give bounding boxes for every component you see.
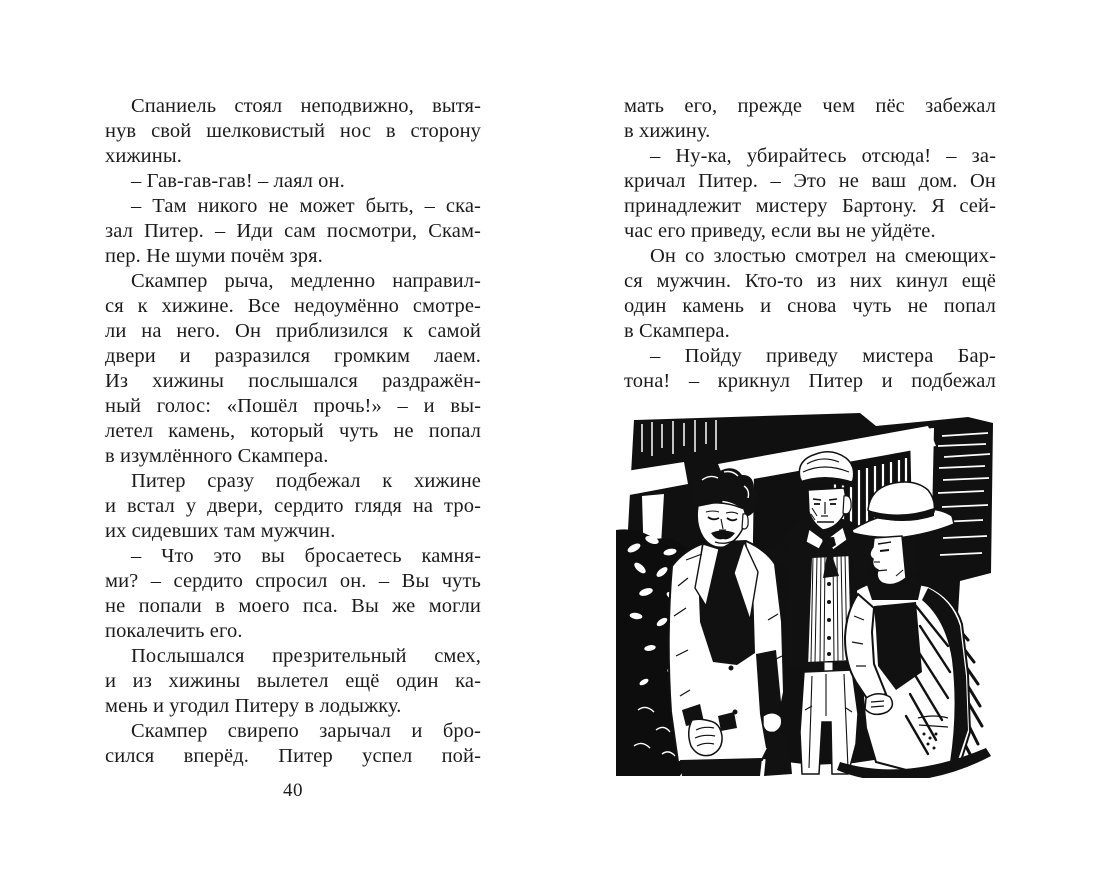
text-line: нув свой шелковистый нос в сторону (105, 120, 481, 142)
text-line: двери и разразился громким лаем. (105, 345, 481, 367)
text-line: пер. Не шуми почём зря. (105, 245, 323, 267)
text-line: и из хижины вылетел ещё один ка- (105, 670, 481, 692)
text-line: – Гав-гав-гав! – лаял он. (131, 170, 345, 192)
text-line: в изумлённого Скампера. (105, 445, 329, 467)
right-page-text (624, 94, 996, 394)
text-line: кричал Питер. – Это не ваш дом. Он (624, 170, 996, 192)
illustration-svg (616, 410, 1000, 778)
text-line: сился вперёд. Питер успел пой- (105, 745, 481, 767)
text-line: ся к хижине. Все недоумённо смотре- (105, 295, 481, 317)
text-line: Из хижины послышался раздражён- (105, 370, 481, 392)
text-line: – Там никого не может быть, – ска- (131, 195, 481, 217)
text-line: ный голос: «Пошёл прочь!» – и вы- (105, 395, 481, 417)
text-line: мать его, прежде чем пёс забежал (624, 95, 996, 117)
text-line: Послышался презрительный смех, (131, 645, 481, 667)
text-line: – Ну-ка, убирайтесь отсюда! – за- (650, 145, 996, 167)
text-line: Питер сразу подбежал к хижине (131, 470, 481, 492)
left-page-text (105, 94, 481, 769)
text-line: и встал у двери, сердито глядя на тро- (105, 495, 481, 517)
text-line: Спаниель стоял неподвижно, вытя- (131, 95, 481, 117)
text-line: мень и угодил Питеру в лодыжку. (105, 695, 402, 717)
text-line: их сидевших там мужчин. (105, 520, 336, 542)
text-line: тона! – крикнул Питер и подбежал (624, 370, 996, 392)
text-line: летел камень, который чуть не попал (105, 420, 481, 442)
text-line: ли на него. Он приблизился к самой (105, 320, 481, 342)
text-line: час его приведу, если вы не уйдёте. (624, 220, 936, 242)
text-line: Скампер свирепо зарычал и бро- (131, 720, 481, 742)
text-line: Скампер рыча, медленно направил- (131, 270, 481, 292)
text-line: хижины. (105, 145, 182, 167)
text-line: – Что это вы бросаетесь камня- (131, 545, 481, 567)
text-line: – Пойду приведу мистера Бар- (650, 345, 996, 367)
text-line: покалечить его. (105, 620, 243, 642)
text-line: ся мужчин. Кто-то из них кинул ещё (624, 270, 996, 292)
text-line: один камень и снова чуть не попал (624, 295, 996, 317)
text-line: Он со злостью смотрел на смеющих- (650, 245, 996, 267)
text-line: ми? – сердито спросил он. – Вы чуть (105, 570, 481, 592)
text-line: в хижину. (624, 120, 711, 142)
left-page-number: 40 (283, 780, 303, 801)
text-line: принадлежит мистеру Бартону. Я сей- (624, 195, 996, 217)
text-line: в Скампера. (624, 320, 730, 342)
text-line: зал Питер. – Иди сам посмотри, Скам- (105, 220, 481, 242)
text-line: не попали в моего пса. Вы же могли (105, 595, 481, 617)
three-men-at-shed-illustration (616, 410, 1000, 778)
